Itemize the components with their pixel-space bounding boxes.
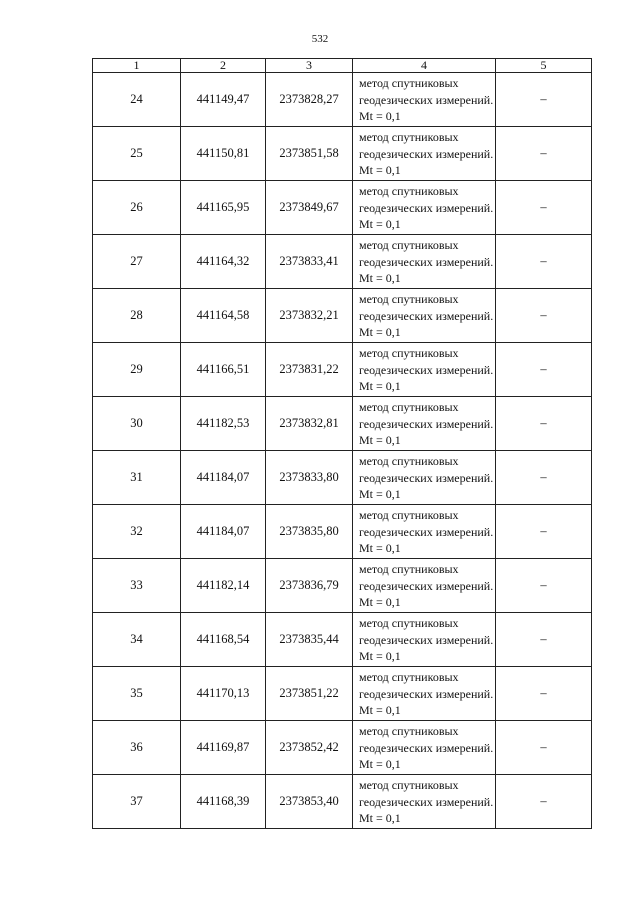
table-row: [93, 397, 592, 451]
x-coordinate-cell: 441164,32: [181, 235, 266, 289]
page-number: 532: [311, 33, 329, 45]
x-coordinate-cell: 441149,47: [181, 73, 266, 127]
note-cell: –: [496, 181, 592, 235]
method-cell: метод спутниковых геодезических измерений. Mt = 0,1: [353, 667, 496, 721]
note-cell: –: [496, 343, 592, 397]
method-cell: метод спутниковых геодезических измерений. Mt = 0,1: [353, 289, 496, 343]
x-coordinate-cell: 441166,51: [181, 343, 266, 397]
point-number-cell: 26: [93, 181, 181, 235]
x-coordinate-cell: 441169,87: [181, 721, 266, 775]
y-coordinate-cell: 2373836,79: [266, 559, 353, 613]
x-coordinate-cell: 441164,58: [181, 289, 266, 343]
point-number-cell: 24: [93, 73, 181, 127]
x-coordinate-cell: 441182,14: [181, 559, 266, 613]
note-cell: –: [496, 127, 592, 181]
x-coordinate-cell: 441168,39: [181, 775, 266, 829]
method-cell: метод спутниковых геодезических измерений. Mt = 0,1: [353, 559, 496, 613]
note-cell: –: [496, 775, 592, 829]
y-coordinate-cell: 2373832,21: [266, 289, 353, 343]
table-row: [93, 775, 592, 829]
method-cell: метод спутниковых геодезических измерений. Mt = 0,1: [353, 613, 496, 667]
method-cell: метод спутниковых геодезических измерений. Mt = 0,1: [353, 127, 496, 181]
x-coordinate-cell: 441182,53: [181, 397, 266, 451]
point-number-cell: 31: [93, 451, 181, 505]
point-number-cell: 34: [93, 613, 181, 667]
y-coordinate-cell: 2373835,44: [266, 613, 353, 667]
point-number-cell: 30: [93, 397, 181, 451]
method-cell: метод спутниковых геодезических измерений. Mt = 0,1: [353, 397, 496, 451]
point-number-cell: 27: [93, 235, 181, 289]
method-cell: метод спутниковых геодезических измерений. Mt = 0,1: [353, 505, 496, 559]
y-coordinate-cell: 2373852,42: [266, 721, 353, 775]
note-cell: –: [496, 289, 592, 343]
note-cell: –: [496, 667, 592, 721]
point-number-cell: 33: [93, 559, 181, 613]
y-coordinate-cell: 2373831,22: [266, 343, 353, 397]
table-row: [93, 559, 592, 613]
method-cell: метод спутниковых геодезических измерений. Mt = 0,1: [353, 775, 496, 829]
point-number-cell: 35: [93, 667, 181, 721]
column-header: 1: [93, 59, 181, 73]
y-coordinate-cell: 2373853,40: [266, 775, 353, 829]
table-row: [93, 289, 592, 343]
y-coordinate-cell: 2373832,81: [266, 397, 353, 451]
table-row: [93, 505, 592, 559]
y-coordinate-cell: 2373828,27: [266, 73, 353, 127]
note-cell: –: [496, 73, 592, 127]
point-number-cell: 29: [93, 343, 181, 397]
column-header: 4: [353, 59, 496, 73]
note-cell: –: [496, 559, 592, 613]
table-row: [93, 667, 592, 721]
method-cell: метод спутниковых геодезических измерений. Mt = 0,1: [353, 73, 496, 127]
note-cell: –: [496, 235, 592, 289]
table-header-row: [93, 59, 592, 73]
table-row: [93, 235, 592, 289]
x-coordinate-cell: 441184,07: [181, 451, 266, 505]
table-row: [93, 181, 592, 235]
point-number-cell: 32: [93, 505, 181, 559]
table-row: [93, 451, 592, 505]
note-cell: –: [496, 505, 592, 559]
note-cell: –: [496, 397, 592, 451]
point-number-cell: 36: [93, 721, 181, 775]
note-cell: –: [496, 613, 592, 667]
point-number-cell: 25: [93, 127, 181, 181]
y-coordinate-cell: 2373835,80: [266, 505, 353, 559]
y-coordinate-cell: 2373851,22: [266, 667, 353, 721]
x-coordinate-cell: 441170,13: [181, 667, 266, 721]
x-coordinate-cell: 441150,81: [181, 127, 266, 181]
table-row: [93, 613, 592, 667]
point-number-cell: 37: [93, 775, 181, 829]
column-header: 5: [496, 59, 592, 73]
x-coordinate-cell: 441165,95: [181, 181, 266, 235]
y-coordinate-cell: 2373833,41: [266, 235, 353, 289]
method-cell: метод спутниковых геодезических измерений. Mt = 0,1: [353, 343, 496, 397]
table-row: [93, 721, 592, 775]
table-body: [93, 73, 592, 829]
table-row: [93, 127, 592, 181]
column-header: 2: [181, 59, 266, 73]
method-cell: метод спутниковых геодезических измерений. Mt = 0,1: [353, 451, 496, 505]
method-cell: метод спутниковых геодезических измерений. Mt = 0,1: [353, 181, 496, 235]
table-row: [93, 73, 592, 127]
x-coordinate-cell: 441184,07: [181, 505, 266, 559]
column-header: 3: [266, 59, 353, 73]
method-cell: метод спутниковых геодезических измерений. Mt = 0,1: [353, 721, 496, 775]
coordinates-table: [92, 58, 592, 829]
point-number-cell: 28: [93, 289, 181, 343]
table-row: [93, 343, 592, 397]
y-coordinate-cell: 2373851,58: [266, 127, 353, 181]
x-coordinate-cell: 441168,54: [181, 613, 266, 667]
y-coordinate-cell: 2373849,67: [266, 181, 353, 235]
note-cell: –: [496, 721, 592, 775]
y-coordinate-cell: 2373833,80: [266, 451, 353, 505]
note-cell: –: [496, 451, 592, 505]
method-cell: метод спутниковых геодезических измерений. Mt = 0,1: [353, 235, 496, 289]
